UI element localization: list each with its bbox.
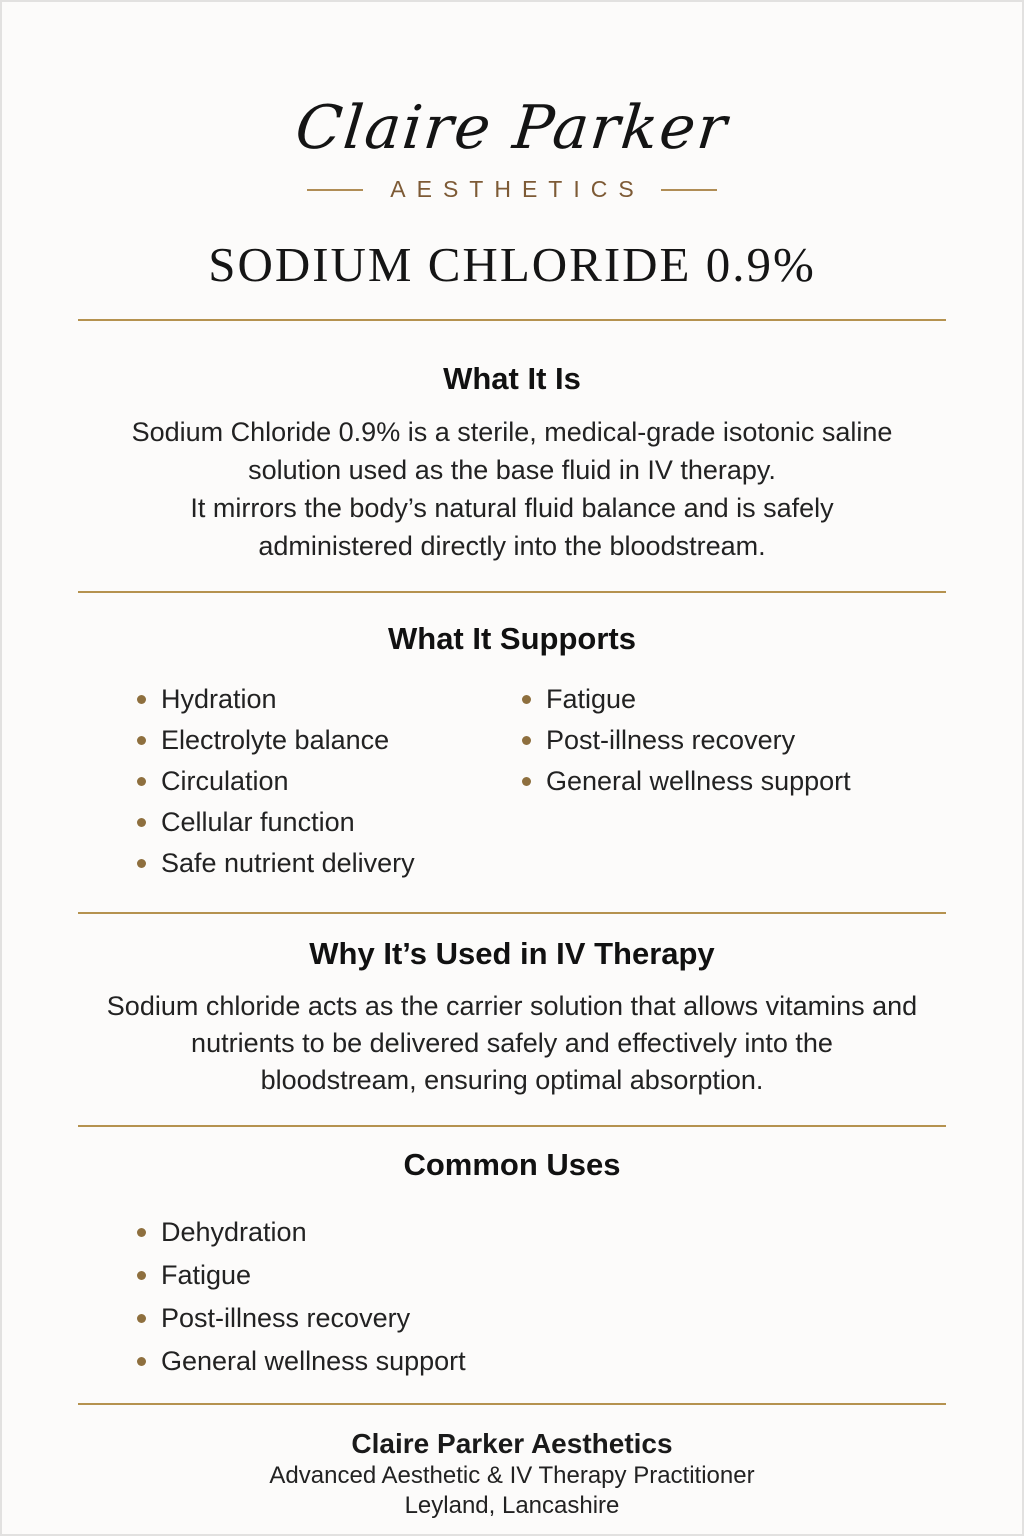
list-item-label: Electrolyte balance: [161, 725, 390, 755]
what-it-is-paragraph: [2, 413, 1022, 565]
paragraph-line: administered directly into the bloodstream.: [258, 531, 766, 561]
list-item: [522, 720, 851, 761]
list-item: [522, 761, 851, 802]
divider: [78, 1403, 946, 1405]
footer: [2, 1427, 1022, 1521]
list-item-label: Post-illness recovery: [161, 1303, 411, 1333]
list-item: [137, 843, 522, 884]
supports-bullet-columns: [2, 679, 1022, 884]
list-item-label: Fatigue: [161, 1260, 252, 1290]
supports-right-column: [522, 679, 851, 884]
list-item-label: Cellular function: [161, 807, 355, 837]
list-item-label: General wellness support: [161, 1346, 466, 1376]
paragraph-line: Sodium chloride acts as the carrier solution that allows vitamins and: [106, 991, 918, 1021]
list-item: [137, 802, 522, 843]
list-item: [137, 1211, 1022, 1254]
paragraph-line: Sodium Chloride 0.9% is a sterile, medical-grade isotonic saline: [131, 417, 893, 447]
list-item-label: Post-illness recovery: [546, 725, 796, 755]
brand-script-name: Claire Parker: [292, 93, 732, 163]
paragraph-line: It mirrors the body’s natural fluid balance and is safely: [190, 493, 834, 523]
bullet-dot-icon: [137, 1314, 146, 1323]
divider: [78, 319, 946, 321]
list-item-label: Dehydration: [161, 1217, 307, 1247]
bullet-dot-icon: [522, 736, 531, 745]
paragraph-line: solution used as the base fluid in IV therapy.: [248, 455, 776, 485]
list-item-label: Circulation: [161, 766, 289, 796]
list-item: [137, 720, 522, 761]
brand-right-line: [661, 189, 717, 191]
brand-left-line: [307, 189, 363, 191]
what-it-supports-heading: What It Supports: [388, 621, 636, 656]
brand-word: AESTHETICS: [390, 176, 645, 202]
list-item-label: Safe nutrient delivery: [161, 848, 415, 878]
list-item: [137, 1340, 1022, 1383]
list-item: [137, 761, 522, 802]
supports-left-column: [137, 679, 522, 884]
bullet-dot-icon: [522, 777, 531, 786]
divider: [78, 1125, 946, 1127]
brand-header: [2, 2, 1022, 203]
brand-word-row: [2, 176, 1022, 203]
list-item: [137, 1254, 1022, 1297]
bullet-dot-icon: [137, 1228, 146, 1237]
list-item-label: General wellness support: [546, 766, 851, 796]
bullet-dot-icon: [137, 818, 146, 827]
bullet-dot-icon: [137, 1271, 146, 1280]
divider: [78, 912, 946, 914]
footer-practitioner-role: Advanced Aesthetic & IV Therapy Practitioner: [269, 1462, 755, 1489]
bullet-dot-icon: [137, 736, 146, 745]
list-item: [522, 679, 851, 720]
list-item-label: Fatigue: [546, 684, 637, 714]
list-item: [137, 1297, 1022, 1340]
why-used-heading: Why It’s Used in IV Therapy: [309, 936, 715, 971]
list-item: [137, 679, 522, 720]
paragraph-line: bloodstream, ensuring optimal absorption.: [260, 1065, 764, 1095]
bullet-dot-icon: [137, 1357, 146, 1366]
bullet-dot-icon: [137, 695, 146, 704]
bullet-dot-icon: [137, 777, 146, 786]
common-uses-heading: Common Uses: [403, 1147, 621, 1182]
list-item-label: Hydration: [161, 684, 277, 714]
paragraph-line: nutrients to be delivered safely and effectively into the: [191, 1028, 833, 1058]
why-used-paragraph: [2, 988, 1022, 1099]
what-it-is-heading: What It Is: [443, 361, 581, 396]
bullet-dot-icon: [522, 695, 531, 704]
common-uses-list: [2, 1211, 1022, 1383]
footer-business-name: Claire Parker Aesthetics: [351, 1428, 673, 1459]
page-title: SODIUM CHLORIDE 0.9%: [208, 237, 816, 292]
bullet-dot-icon: [137, 859, 146, 868]
footer-location: Leyland, Lancashire: [404, 1492, 620, 1519]
divider: [78, 591, 946, 593]
